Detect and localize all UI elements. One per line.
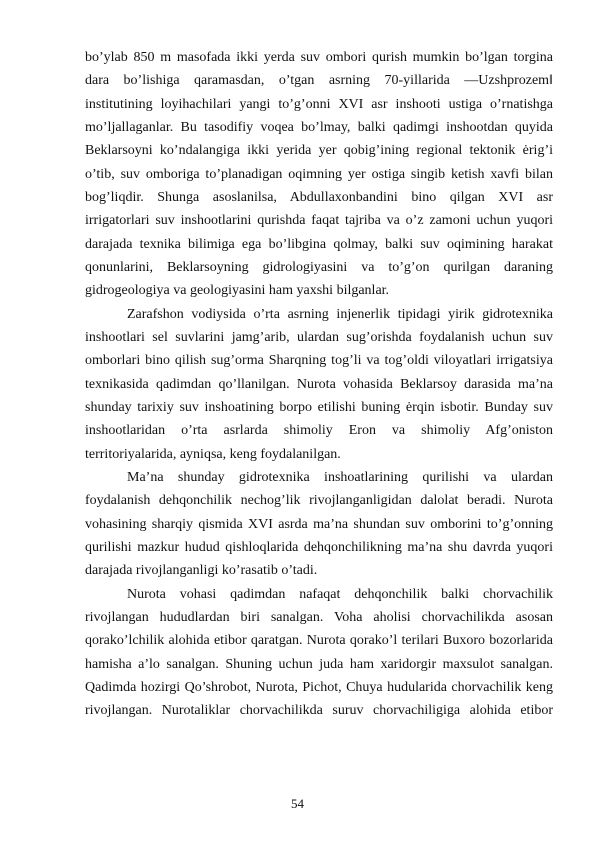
text-line: Nurota vohasi qadimdan nafaqat dehqonchilik balki chorvachilik [127,586,553,602]
text-line: darajada rivojlanganligi ko’rasatib o’tadi. [85,563,318,579]
text-line: bo’ylab 850 m masofada ikki yerda suv ombori qurish mumkin bo’lgan torgina [85,50,553,65]
text-line: shunday tarixiy suv inshoatining borpo etilishi buning ėrqin isbotir. Bunday suv [85,399,553,415]
text-line: Qadimda hozirgi Qo’shrobot, Nurota, Pichot, Chuya hudularida chorvachilik keng [85,679,553,695]
text-line: darajada texnika bilimiga ega bo’libgina qolmay, balki suv oqimining harakat [85,236,553,252]
text-line: Ma’na shunday gidrotexnika inshoatlarining qurilishi va ulardan [127,469,553,485]
text-line: territoriyalarida, ayniqsa, keng foydalanilgan. [85,446,341,462]
text-line: bog’liqdir. Shunga asoslanilsa, Abdullaxonbandini bino qilgan XVI asr [85,189,553,205]
text-line: qonunlarini, Beklarsoyning gidrologiyasini va to’g’on qurilgan daraning [85,259,553,275]
text-line: qurilishi mazkur hudud qishloqlarida dehqonchilikning ma’na shu davrda yuqori [85,539,553,555]
text-line: omborlari bino qilish sug’orma Sharqning tog’li va tog’oldi viloyatlari irrigatsiya [85,353,553,369]
text-line: Zarafshon vodiysida o’rta asrning injenerlik tipidagi yirik gidrotexnika [127,306,553,322]
text-line: hamisha a’lo sanalgan. Shuning uchun juda ham xaridorgir maxsulot sanalgan. [85,656,553,672]
text-line: texnikasida qadimdan qo’llanilgan. Nurota vohasida Beklarsoy darasida ma’na [85,376,553,392]
text-line: mo’ljallaganlar. Bu tasodifiy voqea bo’lmay, balki qadimgi inshootdan quyida [85,119,553,135]
text-line: qorako’lchilik alohida etibor qaratgan. Nurota qorako’l terilari Buxoro bozorlarida [85,633,553,649]
body-text [85,46,553,723]
text-line: foydalanish dehqonchilik nechog’lik rivojlanganligidan dalolat beradi. Nurota [85,493,553,509]
text-line: inshootlari sel suvlarini jamg’arib, ulardan sug’orishda foydalanish uchun suv [85,329,553,345]
text-line: o’tib, suv omboriga to’planadigan oqimning yer ostiga singib ketish xavfi bilan [85,166,553,182]
text-line: dara bo’lishiga qaramasdan, o’tgan asrning 70-yillarida ―Uzshprozem‖ [85,73,553,89]
text-line: inshootlaridan o’rta asrlarda shimoliy Eron va shimoliy Afg’oniston [85,423,553,439]
page-number: 54 [291,796,304,811]
text-line: Beklarsoyni ko’ndalangiga ikki yerida yer qobig’ining regional tektonik ėrig’i [85,143,553,159]
text-line: institutining loyihachilari yangi to’g’onni XVI asr inshooti ustiga o’rnatishga [85,96,553,112]
text-line: rivojlangan. Nurotaliklar chorvachilikda suruv chorvachiligiga alohida etibor [85,703,553,719]
text-line: irrigatorlari suv inshootlarini qurishda faqat tajriba va o’z zamoni uchun yuqori [85,213,553,229]
text-line: rivojlangan hududlardan biri sanalgan. Voha aholisi chorvachilikda asosan [85,609,553,625]
text-line: vohasining sharqiy qismida XVI asrda ma’na shundan suv omborini to’g’onning [85,516,553,532]
text-line: gidrogeologiya va geologiyasini ham yaxshi bilganlar. [85,283,390,299]
